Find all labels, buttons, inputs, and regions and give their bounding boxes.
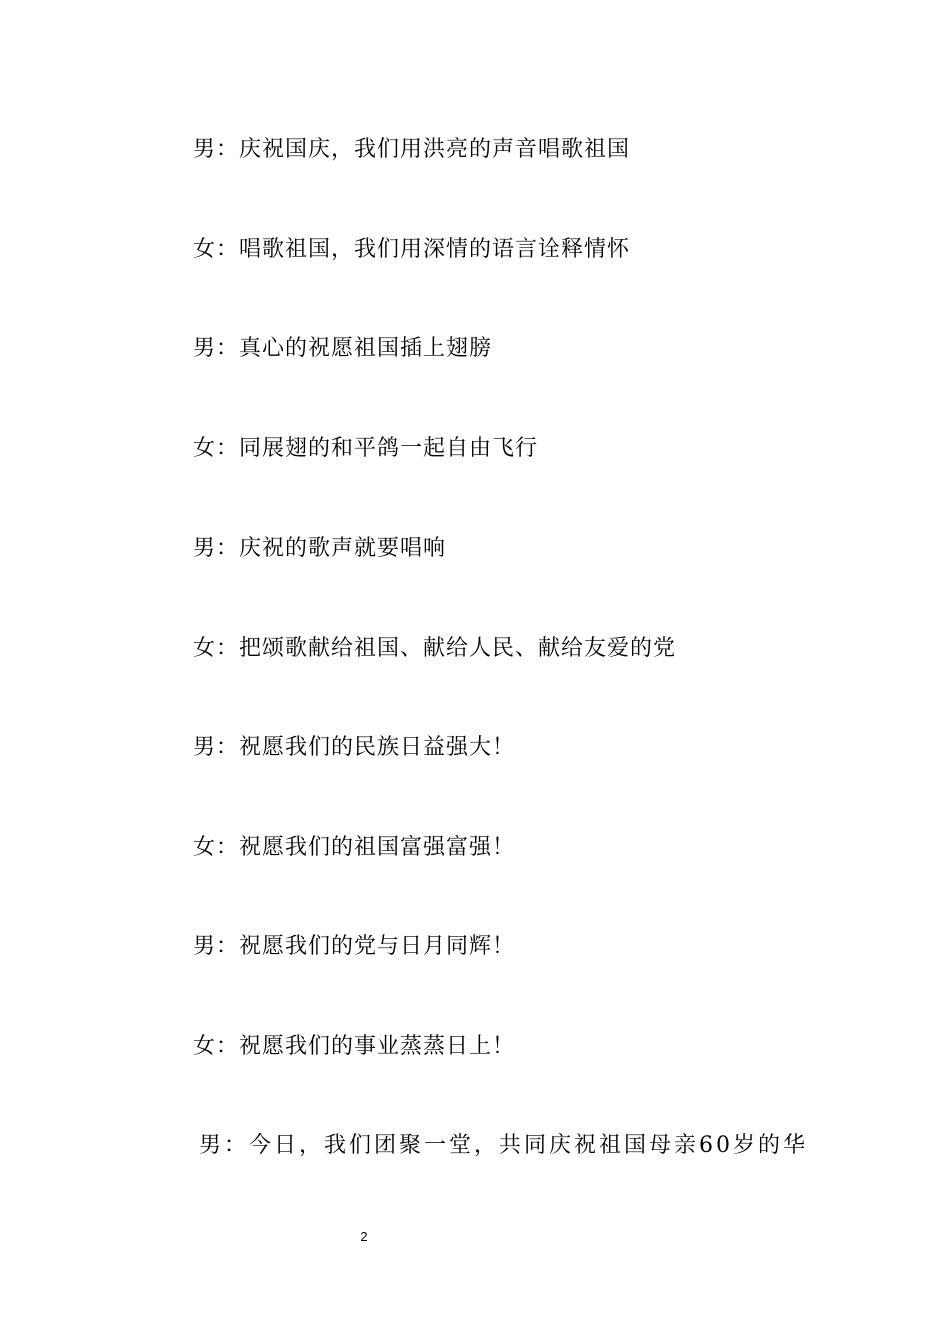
dialogue-line: 女：祝愿我们的祖国富强富强！ [193,835,516,860]
dialogue-line: 男：庆祝的歌声就要唱响 [193,536,447,561]
dialogue-line: 女：祝愿我们的事业蒸蒸日上！ [193,1034,516,1059]
dialogue-line: 男：真心的祝愿祖国插上翅膀 [193,336,493,361]
dialogue-line: 男：祝愿我们的民族日益强大！ [193,735,516,760]
dialogue-line: 女：同展翅的和平鸽一起自由飞行 [193,436,539,461]
page-number: 2 [360,1229,368,1244]
dialogue-line: 男：今日，我们团聚一堂，共同庆祝祖国母亲60岁的华 [199,1133,808,1158]
dialogue-line: 男：庆祝国庆，我们用洪亮的声音唱歌祖国 [193,137,631,162]
dialogue-line: 女：唱歌祖国，我们用深情的语言诠释情怀 [193,237,631,262]
dialogue-line: 女：把颂歌献给祖国、献给人民、献给友爱的党 [193,636,677,661]
dialogue-line: 男：祝愿我们的党与日月同辉！ [193,934,516,959]
